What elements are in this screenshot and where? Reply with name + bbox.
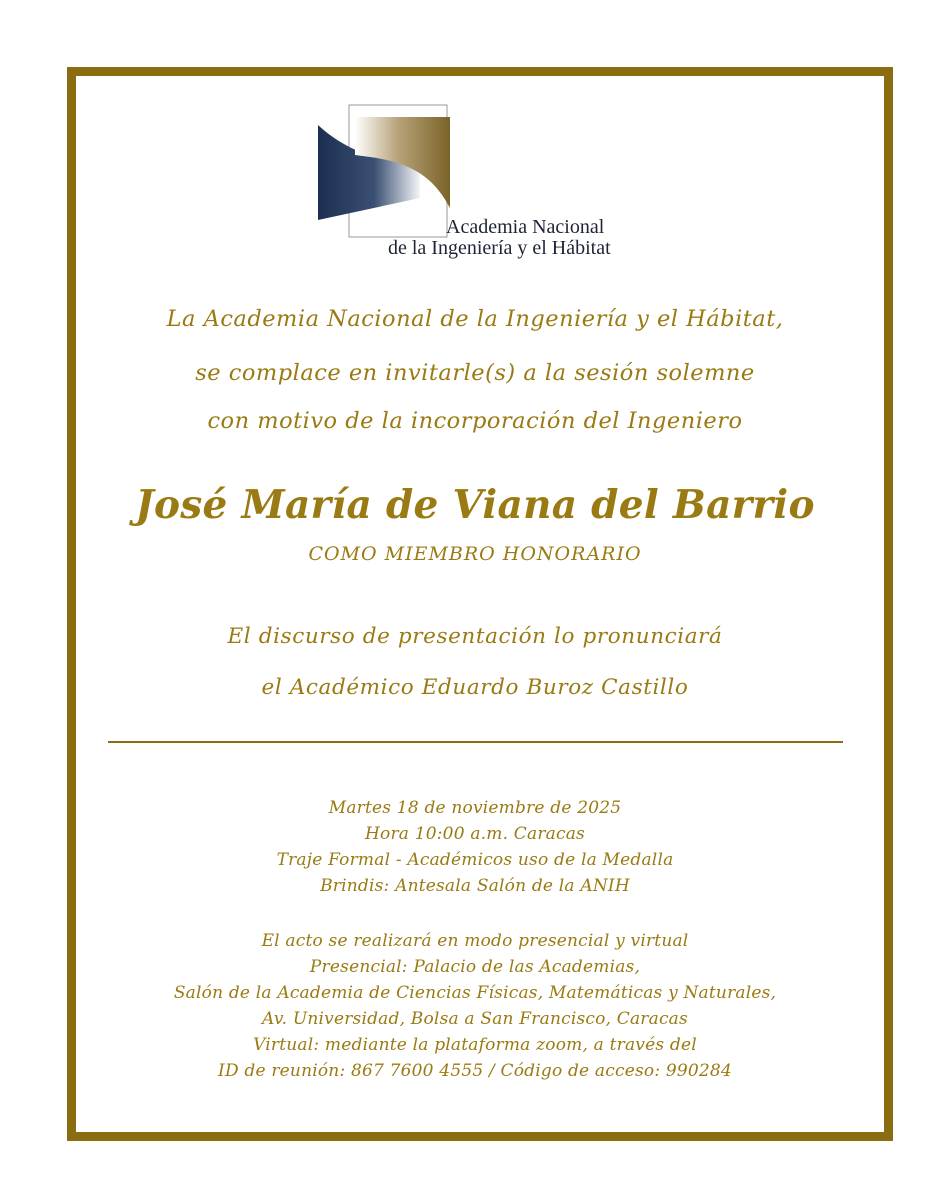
venue-line: Salón de la Academia de Ciencias Físicas, Matemáticas y Naturales, xyxy=(173,983,777,1003)
venue-details xyxy=(0,928,950,1084)
section-divider xyxy=(108,741,843,743)
academy-name-line1: Academia Nacional xyxy=(446,216,605,238)
detail-line: Brindis: Antesala Salón de la ANIH xyxy=(320,876,630,896)
intro-line: con motivo de la incorporación del Ingeniero xyxy=(207,408,743,434)
speech-line: El discurso de presentación lo pronunciará xyxy=(227,624,723,649)
venue-line: Presencial: Palacio de las Academias, xyxy=(309,957,641,977)
venue-line: El acto se realizará en modo presencial y virtual xyxy=(261,931,689,951)
honoree-role: COMO MIEMBRO HONORARIO xyxy=(308,543,642,565)
academy-logo xyxy=(310,95,640,265)
detail-line: Traje Formal - Académicos uso de la Medalla xyxy=(276,850,674,870)
honoree-name: José María de Viana del Barrio xyxy=(135,482,815,528)
intro-line: La Academia Nacional de la Ingeniería y el Hábitat, xyxy=(166,306,784,332)
speech-line: el Académico Eduardo Buroz Castillo xyxy=(261,675,689,700)
venue-line: ID de reunión: 867 7600 4555 / Código de acceso: 990284 xyxy=(218,1061,732,1081)
intro-line: se complace en invitarle(s) a la sesión solemne xyxy=(195,360,755,386)
academy-name xyxy=(388,217,611,259)
venue-line: Av. Universidad, Bolsa a San Francisco, Caracas xyxy=(262,1009,688,1029)
academy-name-line2: de la Ingeniería y el Hábitat xyxy=(388,237,611,259)
event-details xyxy=(0,795,950,899)
venue-line: Virtual: mediante la plataforma zoom, a través del xyxy=(253,1035,697,1055)
detail-line: Martes 18 de noviembre de 2025 xyxy=(328,798,622,818)
detail-line: Hora 10:00 a.m. Caracas xyxy=(365,824,585,844)
